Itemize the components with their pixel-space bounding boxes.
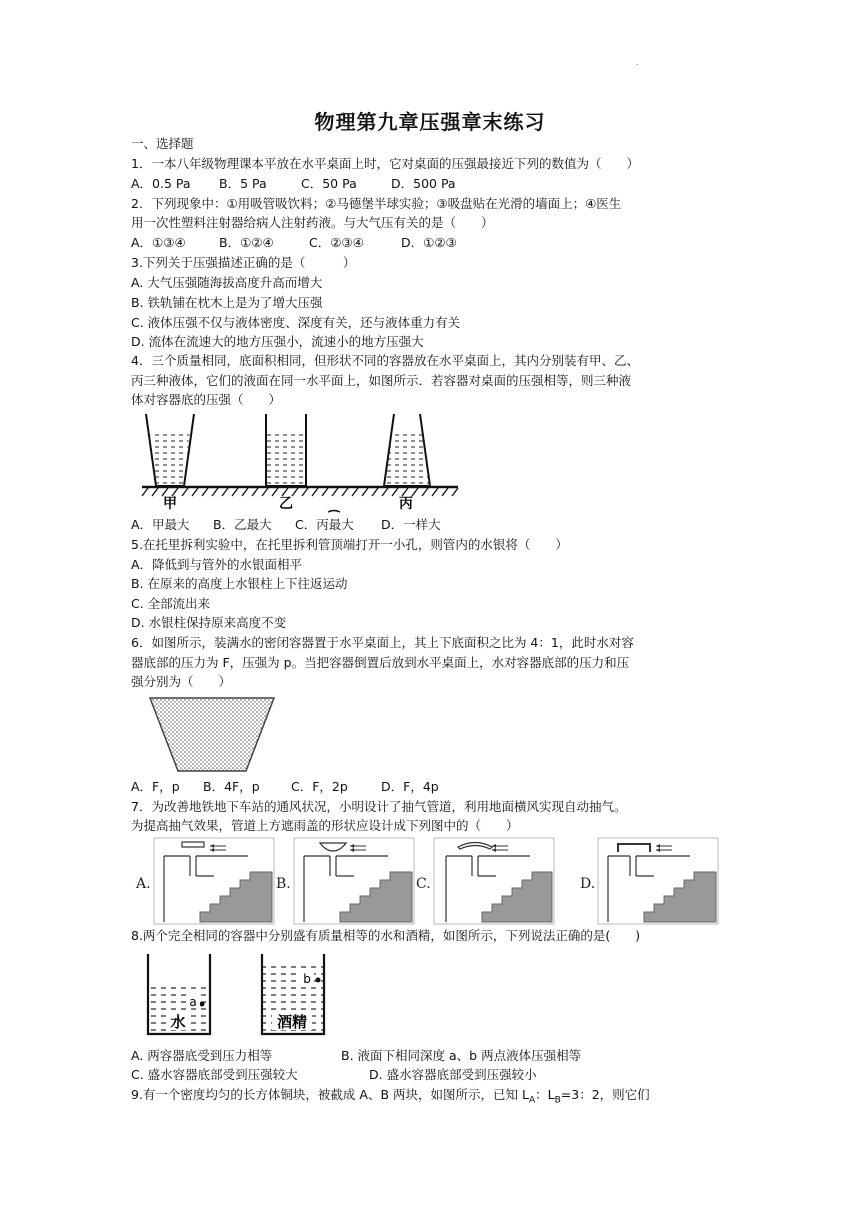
q6-stem-line3: 强分别为（ ） xyxy=(131,674,232,689)
q3-option-a: A. 大气压强随海拔高度升高而增大 xyxy=(131,275,323,290)
q6-option-c: C．F，2p xyxy=(291,779,348,794)
q5-option-d: D. 水银柱保持原来高度不变 xyxy=(131,615,287,630)
q4-stem-line1: 4．三个质量相同，底面积相同，但形状不同的容器放在水平桌面上，其内分别装有甲、乙、 xyxy=(131,353,639,368)
q8-label-water: 水 xyxy=(170,1013,186,1031)
q1-options xyxy=(131,175,456,193)
q4-label-yi: 乙 xyxy=(279,496,293,512)
q4-option-d: D．一样大 xyxy=(381,517,441,532)
q1-option-d: D．500 Pa xyxy=(391,176,456,191)
q5-option-b: B. 在原来的高度上水银柱上下往返运动 xyxy=(131,576,348,591)
q2-stem-line2: 用一次性塑料注射器给病人注射药液。与大气压有关的是（ ） xyxy=(131,215,494,230)
q3-option-b: B. 铁轨铺在枕木上是为了增大压强 xyxy=(131,295,323,310)
q5-option-c: C. 全部流出来 xyxy=(131,596,211,611)
q1-option-c: C．50 Pa xyxy=(301,176,357,191)
q4-label-jia: 甲 xyxy=(163,496,177,512)
q7-panel-c xyxy=(434,838,554,924)
q3-option-d: D. 流体在流速大的地方压强小，流速小的地方压强大 xyxy=(131,334,424,349)
q9-subscript-a: A xyxy=(528,1095,536,1106)
q8-point-a: a xyxy=(189,995,197,1009)
q2-option-d: D．①②③ xyxy=(401,235,457,250)
q4-figure xyxy=(138,408,468,514)
q5-stem: 5.在托里拆利实验中，在托里拆利管顶端打开一小孔，则管内的水银将（ ） xyxy=(131,537,568,552)
q8-option-d: D. 盛水容器底部受到压强较小 xyxy=(369,1067,537,1082)
q8-stem: 8.两个完全相同的容器中分别盛有质量相等的水和酒精，如图所示，下列说法正确的是( ) xyxy=(131,928,641,943)
q2-option-c: C．②③④ xyxy=(309,235,364,250)
q8-option-c: C. 盛水容器底部受到压强较大 xyxy=(131,1067,298,1082)
q9-stem xyxy=(131,1086,650,1110)
q6-option-b: B．4F，p xyxy=(203,779,260,794)
q8-point-b: b xyxy=(303,972,311,986)
q7-stem-line1: 7．为改善地铁地下车站的通风状况，小明设计了抽气管道，利用地面横风实现自动抽气。 xyxy=(131,799,627,814)
q7-panel-a xyxy=(154,838,274,924)
section-heading: 一、选择题 xyxy=(131,136,194,151)
q9-stem-ratio: ：L xyxy=(535,1087,555,1102)
q6-stem-line1: 6．如图所示，装满水的密闭容器置于水平桌面上，其上下底面积之比为 4：1，此时水对容 xyxy=(131,635,634,650)
q9-subscript-b: B xyxy=(554,1095,561,1106)
q7-figure xyxy=(130,836,720,926)
q6-figure xyxy=(148,695,276,775)
q4-label-bing: 丙 xyxy=(399,496,413,512)
header-dot: . xyxy=(636,58,639,67)
q4-stem-line3: 体对容器底的压强（ ） xyxy=(131,392,282,407)
q1-option-b: B．5 Pa xyxy=(219,176,267,191)
q2-option-a: A．①③④ xyxy=(131,235,186,250)
q7-panel-b xyxy=(294,838,414,924)
q5-option-a: A．降低到与管外的水银面相平 xyxy=(131,557,303,572)
q8-option-a: A. 两容器底受到压力相等 xyxy=(131,1048,273,1063)
q1-option-a: A．0.5 Pa xyxy=(131,176,191,191)
q8-options-row1 xyxy=(131,1047,581,1065)
q4-option-a: A．甲最大 xyxy=(131,517,190,532)
q6-option-d: D．F，4p xyxy=(381,779,439,794)
q1-stem: 1．一本八年级物理课本平放在水平桌面上时，它对桌面的压强最接近下列的数值为（ ） xyxy=(131,156,639,171)
q8-figure xyxy=(140,950,340,1040)
q4-options xyxy=(131,516,441,534)
q4-option-c: C．丙最大 xyxy=(295,517,354,532)
q2-option-b: B．①②④ xyxy=(219,235,274,250)
q2-options xyxy=(131,234,457,252)
q2-stem-line1: 2．下列现象中：①用吸管吸饮料；②马德堡半球实验；③吸盘贴在光滑的墙面上；④医生 xyxy=(131,196,622,211)
q9-stem-tail: =3：2，则它们 xyxy=(560,1087,650,1102)
q4-option-b: B．乙最大 xyxy=(213,517,272,532)
q7-label-c: C. xyxy=(416,876,431,892)
q8-options-row2 xyxy=(131,1066,537,1084)
q8-label-alcohol: 酒精 xyxy=(276,1013,308,1031)
q3-option-c: C. 液体压强不仅与液体密度、深度有关，还与液体重力有关 xyxy=(131,315,461,330)
q3-stem: 3.下列关于压强描述正确的是（ ） xyxy=(131,255,356,270)
q7-label-d: D. xyxy=(580,876,596,892)
q7-label-a: A. xyxy=(136,876,151,892)
q6-option-a: A．F，p xyxy=(131,779,180,794)
q7-stem-line2: 为提高抽气效果，管道上方遮雨盖的形状应设计成下列图中的（ ） xyxy=(131,818,519,833)
q6-options xyxy=(131,778,439,796)
q6-stem-line2: 器底部的压力为 F，压强为 p。当把容器倒置后放到水平桌面上，水对容器底部的压力和压 xyxy=(131,655,630,670)
q7-panel-d xyxy=(598,838,718,924)
q9-stem-text: 9.有一个密度均匀的长方体铜块，被截成 A、B 两块，如图所示，已知 L xyxy=(131,1087,529,1102)
q4-stem-line2: 丙三种液体，它们的液面在同一水平面上，如图所示．若容器对桌面的压强相等，则三种液 xyxy=(131,373,632,388)
q7-label-b: B. xyxy=(276,876,291,892)
q8-option-b: B. 液面下相同深度 a、b 两点液体压强相等 xyxy=(341,1048,582,1063)
page-title: 物理第九章压强章末练习 xyxy=(314,110,546,134)
